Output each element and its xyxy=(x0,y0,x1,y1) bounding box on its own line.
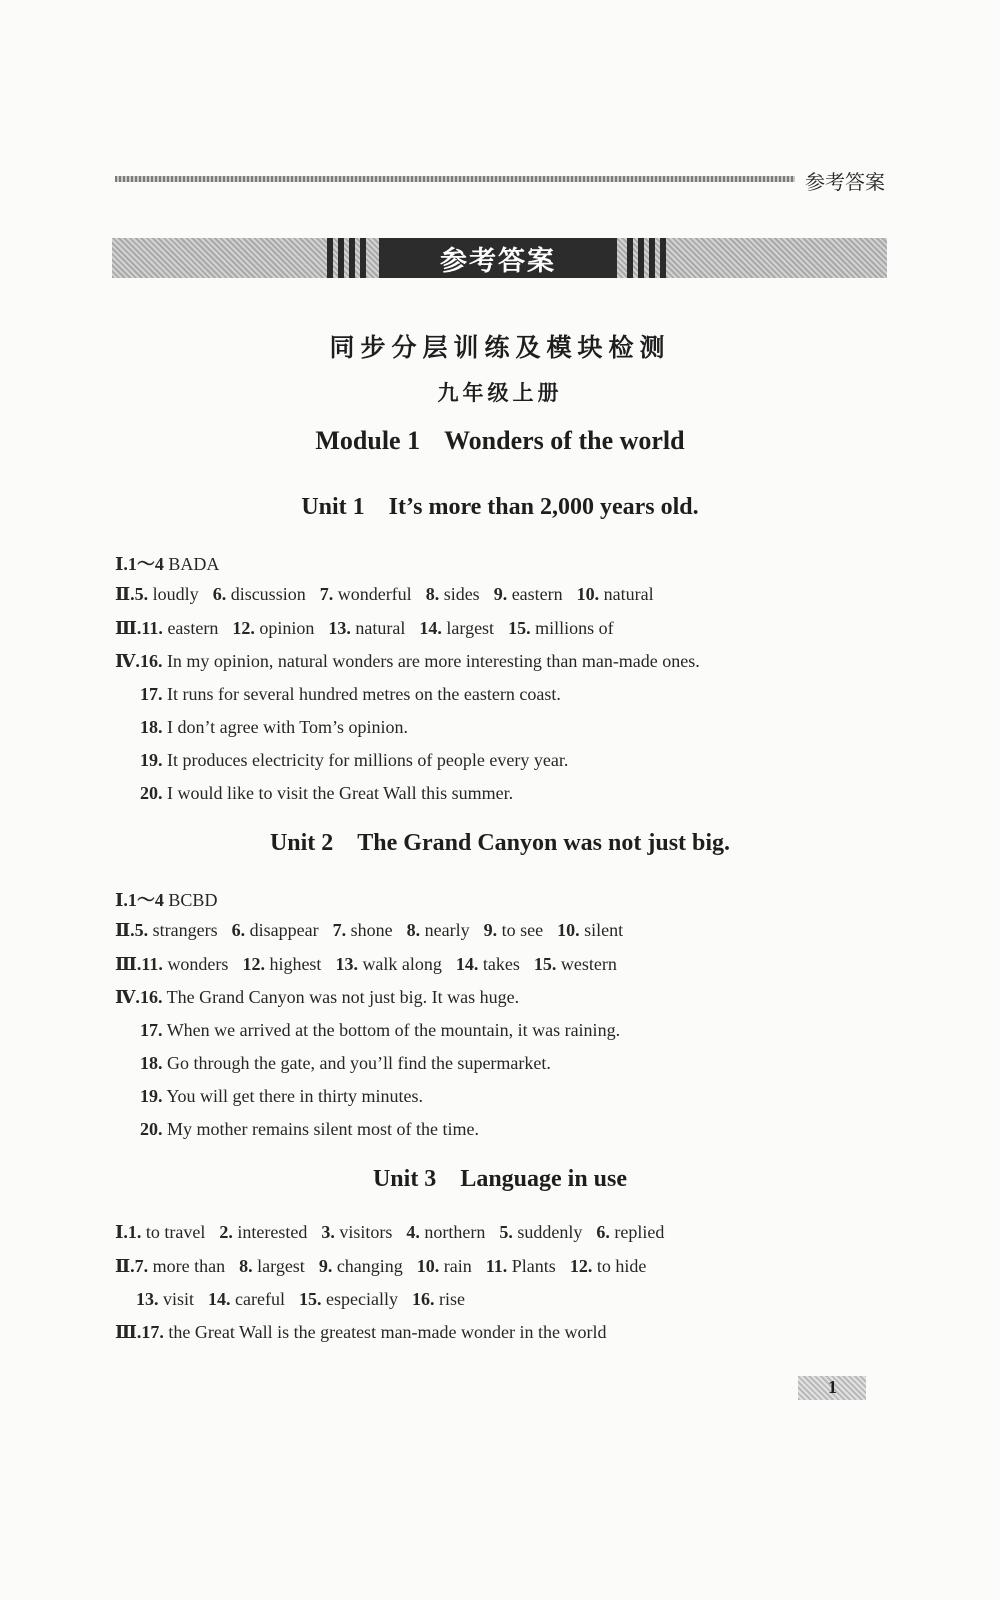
answer-text: The Grand Canyon was not just big. It was huge. xyxy=(166,987,520,1007)
answer-number: 9. xyxy=(483,920,498,940)
answer-text: sides xyxy=(443,584,480,604)
answer-text: more than xyxy=(152,1256,226,1276)
banner-bars-right xyxy=(627,238,666,278)
answer-number: 1～4 xyxy=(127,554,164,574)
answer-number: 6. xyxy=(231,920,246,940)
answer-number: 14. xyxy=(419,618,442,638)
answer-number: 15. xyxy=(533,954,557,974)
answer-number: 16. xyxy=(139,987,163,1007)
spacer xyxy=(660,238,666,278)
answer-text: highest xyxy=(269,954,322,974)
answer-text: opinion xyxy=(259,618,315,638)
answer-text: Go through the gate, and you’ll find the supermarket. xyxy=(167,1053,551,1073)
answer-row-u1-I xyxy=(115,550,219,576)
answer-number: 16. xyxy=(411,1289,435,1309)
answer-text: careful xyxy=(235,1289,285,1309)
book-title: 同步分层训练及模块检测 xyxy=(329,333,671,362)
answer-text: millions of xyxy=(535,618,614,638)
unit-number: Unit 3 xyxy=(372,1166,437,1192)
answer-number: 19. xyxy=(140,750,163,770)
answer-text: My mother remains silent most of the time. xyxy=(167,1119,479,1139)
answer-text: nearly xyxy=(424,920,470,940)
answer-text: changing xyxy=(336,1256,403,1276)
answer-number: 16. xyxy=(139,651,163,671)
answer-text: BADA xyxy=(168,554,220,574)
answer-number: 7. xyxy=(332,920,347,940)
roman-numeral: Ⅳ. xyxy=(115,651,140,671)
answer-number: 11. xyxy=(141,618,163,638)
answer-row-u2-IV-19 xyxy=(140,1086,423,1107)
unit-title: The Grand Canyon was not just big. xyxy=(357,830,731,856)
answer-number: 17. xyxy=(140,684,163,704)
answer-row-u2-II xyxy=(115,920,623,941)
answer-number: 8. xyxy=(425,584,440,604)
answer-text: largest xyxy=(257,1256,305,1276)
answer-text: strangers xyxy=(152,920,218,940)
answer-row-u2-IV-18 xyxy=(140,1053,551,1074)
answer-row-u1-IV-18 xyxy=(140,717,408,738)
roman-numeral: Ⅲ. xyxy=(115,954,142,974)
answer-text: largest xyxy=(446,618,495,638)
answer-text: the Great Wall is the greatest man-made wonder in the world xyxy=(168,1322,607,1342)
answer-text: to see xyxy=(501,920,544,940)
module-title: Wonders of the world xyxy=(444,426,685,455)
unit-1-heading xyxy=(0,494,1000,521)
answer-number: 2. xyxy=(219,1222,233,1242)
answer-text: I don’t agree with Tom’s opinion. xyxy=(167,717,409,737)
answer-number: 10. xyxy=(576,584,600,604)
unit-title: It’s more than 2,000 years old. xyxy=(388,494,699,520)
answer-number: 5. xyxy=(134,920,149,940)
answer-number: 17. xyxy=(141,1322,164,1342)
answer-number: 15. xyxy=(508,618,531,638)
answer-number: 13. xyxy=(335,954,358,974)
answer-number: 3. xyxy=(321,1222,335,1242)
unit-3-heading xyxy=(0,1166,1000,1193)
unit-number: Unit 1 xyxy=(301,494,365,520)
answer-text: natural xyxy=(603,584,654,604)
roman-numeral: Ⅰ. xyxy=(115,1222,128,1242)
answer-text: to travel xyxy=(145,1222,206,1242)
section-banner xyxy=(112,238,887,278)
answer-row-u3-II-b xyxy=(136,1289,465,1310)
answer-number: 8. xyxy=(406,920,421,940)
roman-numeral: Ⅳ. xyxy=(115,987,140,1007)
answer-row-u3-III xyxy=(115,1322,607,1343)
answer-text: You will get there in thirty minutes. xyxy=(166,1086,424,1106)
answer-row-u3-I xyxy=(115,1222,664,1243)
spacer xyxy=(649,238,655,278)
answer-row-u2-IV-16 xyxy=(115,987,519,1008)
answer-text: eastern xyxy=(167,618,219,638)
spacer xyxy=(338,238,344,278)
roman-numeral: Ⅱ. xyxy=(115,920,135,940)
answer-row-u1-IV-17 xyxy=(140,684,561,705)
grade-title: 九年级上册 xyxy=(437,381,563,405)
roman-numeral: Ⅱ. xyxy=(115,584,135,604)
spacer xyxy=(627,238,633,278)
answer-row-u2-III xyxy=(115,954,617,975)
spacer xyxy=(638,238,644,278)
answer-text: rise xyxy=(438,1289,465,1309)
answer-number: 11. xyxy=(485,1256,508,1276)
answer-number: 14. xyxy=(455,954,479,974)
answer-text: When we arrived at the bottom of the mountain, it was raining. xyxy=(166,1020,621,1040)
roman-numeral: Ⅰ. xyxy=(115,890,128,910)
answer-text: walk along xyxy=(362,954,442,974)
answer-text: visitors xyxy=(339,1222,393,1242)
answer-text: BCBD xyxy=(168,890,218,910)
answer-number: 12. xyxy=(569,1256,593,1276)
answer-text: I would like to visit the Great Wall this summer. xyxy=(167,783,514,803)
answer-number: 9. xyxy=(318,1256,333,1276)
module-heading xyxy=(0,426,1000,456)
answer-text: to hide xyxy=(596,1256,647,1276)
page-number: 1 xyxy=(828,1377,837,1397)
answer-text: silent xyxy=(584,920,624,940)
answer-row-u2-IV-17 xyxy=(140,1020,620,1041)
unit-title: Language in use xyxy=(460,1166,628,1192)
module-number: Module 1 xyxy=(315,426,421,455)
answer-number: 1～4 xyxy=(127,890,164,910)
spacer xyxy=(349,238,355,278)
answer-number: 13. xyxy=(136,1289,159,1309)
answer-number: 15. xyxy=(298,1289,322,1309)
answer-number: 10. xyxy=(416,1256,440,1276)
spacer xyxy=(327,238,333,278)
roman-numeral: Ⅲ. xyxy=(115,618,142,638)
answer-row-u2-I xyxy=(115,886,217,912)
answer-number: 10. xyxy=(557,920,580,940)
banner-title: 参考答案 xyxy=(379,238,617,278)
answer-row-u1-IV-20 xyxy=(140,783,513,804)
answer-row-u1-IV-19 xyxy=(140,750,568,771)
answer-number: 9. xyxy=(493,584,508,604)
answer-number: 8. xyxy=(239,1256,253,1276)
unit-number: Unit 2 xyxy=(269,830,334,856)
roman-numeral: Ⅰ. xyxy=(115,554,128,574)
answer-text: western xyxy=(560,954,617,974)
answer-text: It runs for several hundred metres on the eastern coast. xyxy=(167,684,561,704)
answer-number: 6. xyxy=(596,1222,610,1242)
answer-text: especially xyxy=(325,1289,398,1309)
roman-numeral: Ⅱ. xyxy=(115,1256,135,1276)
answer-text: disappear xyxy=(249,920,319,940)
answer-number: 14. xyxy=(208,1289,231,1309)
answer-number: 18. xyxy=(140,717,163,737)
answer-number: 1. xyxy=(127,1222,142,1242)
answer-number: 19. xyxy=(140,1086,163,1106)
answer-number: 20. xyxy=(140,1119,163,1139)
answer-number: 17. xyxy=(140,1020,163,1040)
answer-text: replied xyxy=(614,1222,665,1242)
header-rule xyxy=(115,176,795,182)
answer-number: 7. xyxy=(319,584,334,604)
running-header: 参考答案 xyxy=(805,170,885,194)
answer-number: 4. xyxy=(406,1222,420,1242)
answer-row-u1-III xyxy=(115,618,614,639)
answer-text: visit xyxy=(163,1289,195,1309)
answer-text: wonders xyxy=(167,954,229,974)
answer-text: loudly xyxy=(152,584,199,604)
answer-text: wonderful xyxy=(337,584,412,604)
answer-text: Plants xyxy=(511,1256,556,1276)
answer-text: suddenly xyxy=(517,1222,583,1242)
answer-number: 12. xyxy=(242,954,265,974)
answer-number: 5. xyxy=(134,584,149,604)
answer-text: natural xyxy=(355,618,406,638)
answer-text: northern xyxy=(424,1222,486,1242)
answer-row-u3-II-a xyxy=(115,1256,646,1277)
answer-number: 11. xyxy=(141,954,163,974)
answer-text: In my opinion, natural wonders are more interesting than man-made ones. xyxy=(166,651,700,671)
answer-number: 12. xyxy=(232,618,255,638)
answer-text: It produces electricity for millions of people every year. xyxy=(167,750,569,770)
roman-numeral: Ⅲ. xyxy=(115,1322,142,1342)
answer-number: 6. xyxy=(212,584,227,604)
answer-text: shone xyxy=(350,920,393,940)
answer-number: 7. xyxy=(134,1256,149,1276)
answer-text: takes xyxy=(482,954,520,974)
banner-bars-left xyxy=(327,238,366,278)
answer-text: rain xyxy=(443,1256,472,1276)
answer-text: discussion xyxy=(230,584,306,604)
answer-number: 5. xyxy=(499,1222,513,1242)
answer-number: 13. xyxy=(328,618,351,638)
answer-number: 18. xyxy=(140,1053,163,1073)
answer-row-u2-IV-20 xyxy=(140,1119,479,1140)
answer-text: interested xyxy=(237,1222,308,1242)
answer-text: eastern xyxy=(511,584,563,604)
answer-number: 20. xyxy=(140,783,163,803)
unit-2-heading xyxy=(0,830,1000,857)
answer-row-u1-II xyxy=(115,584,654,605)
spacer xyxy=(360,238,366,278)
answer-row-u1-IV-16 xyxy=(115,651,700,672)
